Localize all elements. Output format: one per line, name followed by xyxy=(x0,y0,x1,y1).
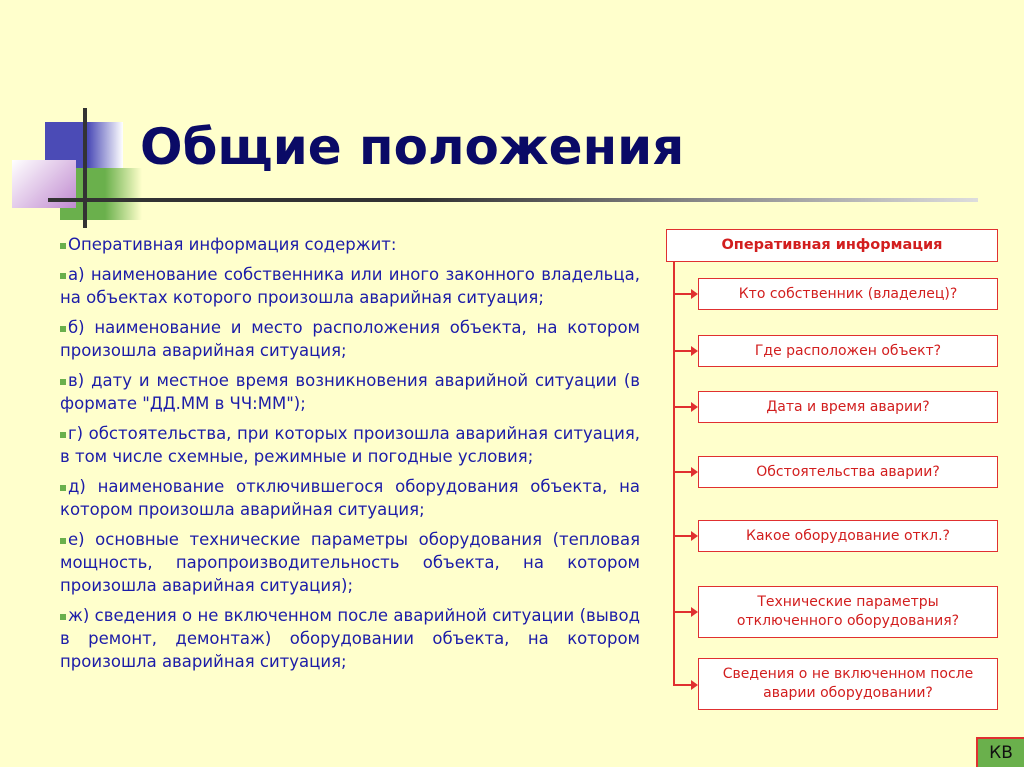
diagram-box-datetime: Дата и время аварии? xyxy=(698,391,998,423)
list-item-text: г) обстоятельства, при которых произошла аварийная ситуация, в том числе схемные, режимные и погодные условия; xyxy=(60,424,640,466)
diagram-box-not-included: Сведения о не включенном после аварии оборудовании? xyxy=(698,658,998,710)
bullet-icon xyxy=(60,432,66,438)
list-item-text: а) наименование собственника или иного законного владельца, на объектах которого произошла аварийная ситуация; xyxy=(60,265,640,307)
arrow-icon xyxy=(674,535,696,537)
diagram-connector-line xyxy=(673,262,675,686)
decor-vertical-line xyxy=(83,108,87,228)
list-item xyxy=(60,604,640,673)
list-item-text: д) наименование отключившегося оборудования объекта, на котором произошла аварийная ситуация; xyxy=(60,477,640,519)
list-item xyxy=(60,263,640,309)
page-title: Общие положения xyxy=(140,118,685,176)
bullet-icon xyxy=(60,614,66,620)
bullet-icon xyxy=(60,243,66,249)
diagram-box-parameters: Технические параметры отключенного оборудования? xyxy=(698,586,998,638)
arrow-icon xyxy=(674,293,696,295)
list-item xyxy=(60,475,640,521)
bullet-icon xyxy=(60,273,66,279)
list-item xyxy=(60,528,640,597)
info-list xyxy=(60,233,640,680)
list-item-text: ж) сведения о не включенном после аварийной ситуации (вывод в ремонт, демонтаж) оборудовании объекта, на котором произошла аварийная ситуация; xyxy=(60,606,640,671)
list-item-text: в) дату и местное время возникновения аварийной ситуации (в формате "ДД.ММ в ЧЧ:ММ"); xyxy=(60,371,640,413)
list-item-text: б) наименование и место расположения объекта, на котором произошла аварийная ситуация; xyxy=(60,318,640,360)
arrow-icon xyxy=(674,684,696,686)
list-item-text: е) основные технические параметры оборудования (тепловая мощность, паропроизводительность объекта, на котором произошла аварийная ситуация); xyxy=(60,530,640,595)
list-item xyxy=(60,422,640,468)
bullet-icon xyxy=(60,538,66,544)
diagram-box-circumstances: Обстоятельства аварии? xyxy=(698,456,998,488)
arrow-icon xyxy=(674,611,696,613)
arrow-icon xyxy=(674,471,696,473)
arrow-icon xyxy=(674,350,696,352)
list-item xyxy=(60,369,640,415)
list-item xyxy=(60,233,640,256)
arrow-icon xyxy=(674,406,696,408)
diagram-box-owner: Кто собственник (владелец)? xyxy=(698,278,998,310)
diagram-header: Оперативная информация xyxy=(666,229,998,262)
diagram-box-equipment: Какое оборудование откл.? xyxy=(698,520,998,552)
list-item xyxy=(60,316,640,362)
bullet-icon xyxy=(60,485,66,491)
title-underline xyxy=(48,198,978,202)
bullet-icon xyxy=(60,326,66,332)
diagram-box-location: Где расположен объект? xyxy=(698,335,998,367)
kb-nav-button[interactable]: КВ xyxy=(976,737,1024,767)
list-intro: Оперативная информация содержит: xyxy=(68,235,397,254)
bullet-icon xyxy=(60,379,66,385)
